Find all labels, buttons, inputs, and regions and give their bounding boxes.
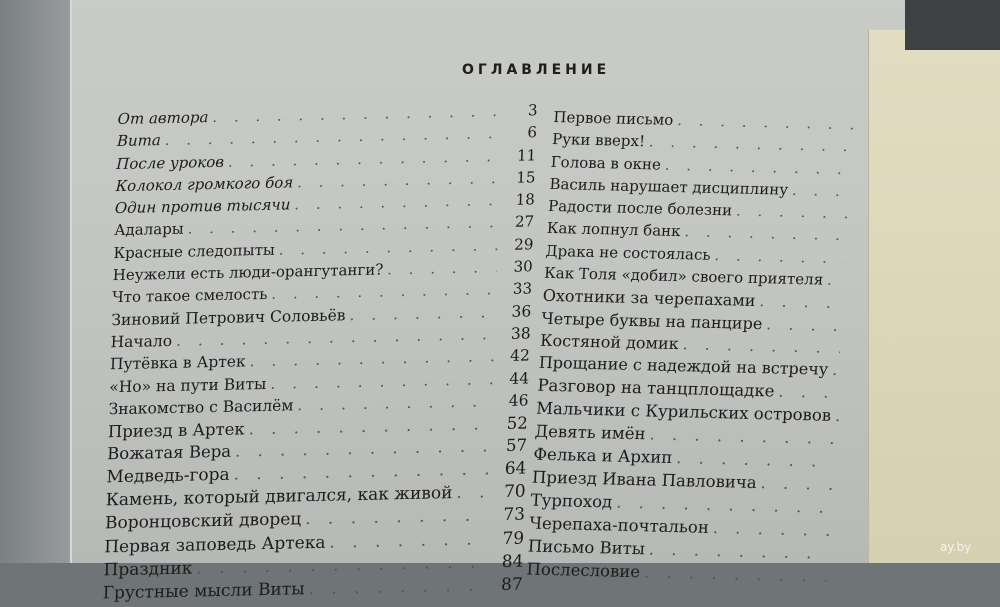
leader-dots (774, 381, 838, 402)
toc-entry-title: Что такое смелость (111, 285, 268, 307)
toc-entry-title: Грустные мысли Виты (102, 579, 306, 604)
leader-dots (828, 360, 840, 379)
leader-dots (612, 492, 831, 516)
leader-dots (245, 347, 494, 370)
toc-entry-title: Зиновий Петрович Соловьёв (111, 305, 346, 329)
leader-dots (678, 334, 841, 357)
toc-entry-title: Один против тысячи (114, 195, 291, 218)
toc-entry-title: После уроков (116, 152, 225, 173)
leader-dots (325, 529, 488, 552)
leader-dots (229, 459, 490, 484)
toc-entry-page: 87 (500, 574, 524, 596)
watermark: ay.by (940, 540, 972, 554)
toc-entry-page: 30 (513, 257, 533, 276)
leader-dots (452, 482, 490, 503)
leader-dots (645, 133, 853, 156)
toc-entry-page: 64 (504, 458, 527, 479)
toc-entry-page: 36 (511, 302, 532, 321)
toc-entry-title: Черепаха-почтальон (528, 513, 710, 537)
toc-entry-page: 46 (508, 391, 529, 410)
leader-dots (275, 236, 498, 259)
toc-entry-title: Приезд Ивана Павловича (531, 467, 758, 492)
toc-entry-page: 18 (515, 190, 536, 209)
leader-dots (640, 562, 828, 586)
toc-entry-page: 6 (527, 123, 538, 142)
toc-entry-title: «Но» на пути Виты (109, 374, 267, 396)
toc-entry-page: 79 (502, 528, 525, 549)
toc-entry-title: Драка не состоялась (544, 241, 712, 264)
leader-dots (732, 202, 849, 223)
toc-entry-title: Камень, который двигался, как живой (105, 483, 453, 511)
leader-dots (383, 258, 497, 278)
leader-dots (293, 392, 493, 414)
toc-entry-title: Радости после болезни (547, 197, 733, 220)
leader-dots (673, 111, 854, 133)
toc-entry-title: Охотники за черепахами (542, 286, 757, 311)
toc-entry-title: Прощание с надеждой на встречу (538, 352, 829, 380)
page-title: ОГЛАВЛЕНИЕ (462, 62, 611, 78)
toc-entry-title: Праздник (103, 558, 193, 581)
toc-entry-page: 11 (516, 145, 537, 165)
toc-entry-title: Голова в окне (550, 152, 662, 174)
toc-entry-title: Первая заповедь Артека (103, 532, 326, 558)
leader-dots (345, 303, 495, 324)
toc-entry-page: 57 (505, 435, 528, 456)
toc-entry-page: 29 (514, 235, 534, 254)
toc-entry-page: 38 (510, 324, 531, 343)
toc-entry-title: Послесловие (526, 559, 641, 581)
leader-dots (644, 539, 828, 562)
leader-dots (301, 506, 489, 530)
toc-entry-page: 52 (506, 413, 529, 434)
toc-entry-title: Начало (110, 331, 173, 352)
leader-dots (708, 517, 829, 539)
toc-entry-page: 70 (503, 481, 526, 503)
leader-dots (290, 191, 499, 213)
toc-entry-title: Вожатая Вера (106, 442, 232, 464)
toc-entry-title: Как Толя «добил» своего приятеля (543, 263, 824, 289)
toc-entry-page: 27 (514, 212, 535, 232)
toc-entry-page: 73 (502, 504, 526, 526)
toc-entry-page: 42 (509, 346, 531, 366)
leader-dots (266, 370, 493, 393)
next-page-edge (868, 30, 1000, 563)
toc-entry-title: Костяной домик (539, 330, 680, 354)
toc-entry-title: Вита (116, 131, 162, 151)
leader-dots (755, 291, 843, 312)
leader-dots (293, 169, 500, 191)
toc-entry-title: Воронцовский дворец (104, 509, 302, 534)
leader-dots (244, 414, 492, 438)
background-strip (905, 0, 1000, 50)
toc-entry-title: Руки вверх! (551, 130, 646, 151)
leader-dots (231, 437, 492, 461)
toc-entry-title: Первое письмо (552, 108, 674, 129)
toc-entry-page: 3 (527, 101, 538, 120)
toc-entry-title: От автора (117, 108, 209, 129)
leader-dots (823, 271, 845, 289)
leader-dots (680, 223, 847, 245)
toc-entry-title: Девять имён (534, 421, 647, 443)
toc-entry-title: Турпоход (530, 490, 613, 512)
toc-entry-title: Медведь-гора (106, 464, 230, 488)
leader-dots (660, 155, 851, 178)
toc-entry-title: Знакомство с Василём (108, 396, 294, 419)
toc-entry-title: Четыре буквы на панцире (540, 308, 763, 333)
leader-dots (267, 280, 496, 303)
toc-entry-page: 44 (509, 369, 530, 388)
toc-right-column (526, 108, 854, 589)
toc-entry-title: Мальчики с Курильских островов (535, 398, 832, 425)
toc-entry-title: Адалары (113, 220, 185, 240)
toc-entry-title: Разговор на танцплощадке (536, 375, 776, 401)
toc-entry-title: Письмо Виты (527, 536, 646, 558)
toc-entry-page: 15 (516, 168, 536, 187)
toc-entry-title: Приезд в Артек (107, 419, 246, 442)
toc-entry-title: Путёвка в Артек (109, 352, 246, 374)
leader-dots (672, 448, 834, 471)
leader-dots (788, 181, 850, 200)
toc-entry-title: Как лопнул банк (546, 219, 682, 241)
leader-dots (304, 576, 487, 600)
toc-entry-title: Фелька и Архип (532, 444, 673, 467)
toc-entry-page: 33 (512, 279, 533, 299)
leader-dots (645, 424, 835, 448)
leader-dots (831, 405, 840, 424)
leader-dots (710, 246, 846, 267)
toc-entry-title: Красные следопыты (113, 240, 276, 262)
toc-entry-title: Неужели есть люди-орангутанги? (112, 260, 384, 285)
toc-left-column (102, 101, 538, 607)
toc-entry-title: Колокол громкого боя (115, 173, 294, 195)
toc-entry-page: 84 (501, 551, 524, 573)
leader-dots (762, 314, 842, 335)
leader-dots (756, 473, 832, 494)
toc-entry-title: Василь нарушает дисциплину (548, 174, 789, 199)
